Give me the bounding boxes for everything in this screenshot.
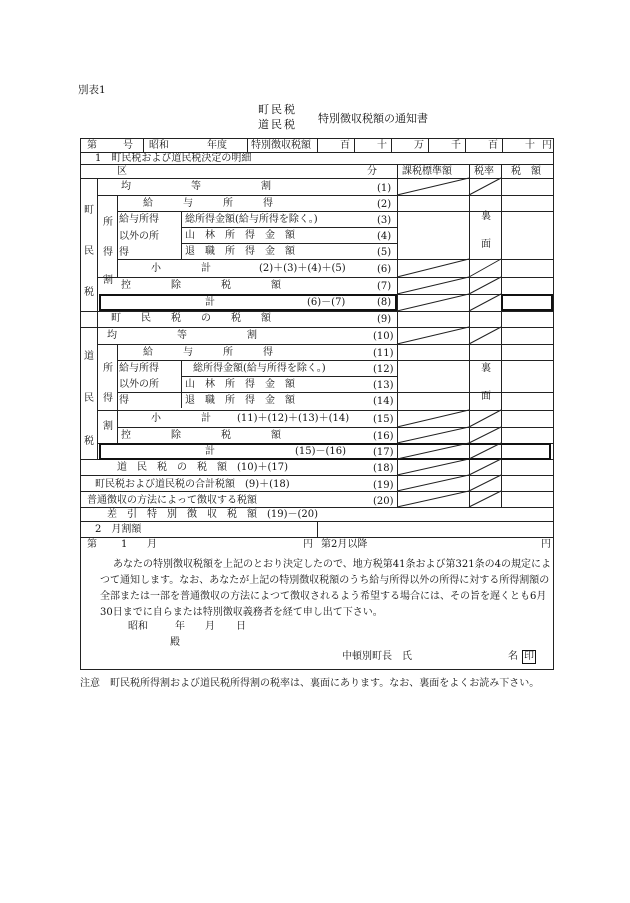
pref-sub-3: 割 bbox=[103, 421, 113, 432]
date-hi: 日 bbox=[236, 621, 246, 632]
summary-row-20: 普通徴収の方法によって徴収する税額 bbox=[87, 495, 257, 506]
pref-kei-label: 計 bbox=[205, 446, 215, 457]
unit-ju-man: 十 bbox=[377, 140, 387, 151]
town-kinto-label: 均 等 割 bbox=[121, 181, 271, 192]
town-other-1: 給与所得 bbox=[119, 214, 159, 225]
pref-num-14: (14) bbox=[373, 396, 394, 407]
cert-dai: 第 bbox=[87, 140, 97, 151]
town-num-1: (1) bbox=[377, 183, 392, 194]
town-num-6: (6) bbox=[377, 264, 392, 275]
date-tsuki: 月 bbox=[205, 621, 215, 632]
town-kojo-label: 控 除 税 額 bbox=[121, 280, 281, 291]
summary-num-19: (19) bbox=[373, 480, 394, 491]
unit-ju: 十 bbox=[525, 140, 535, 151]
pref-num-12: (12) bbox=[373, 364, 394, 375]
unit-yen: 円 bbox=[542, 140, 552, 151]
unit-sen: 千 bbox=[451, 140, 461, 151]
date-nen: 年 bbox=[175, 621, 185, 632]
pref-num-13: (13) bbox=[373, 380, 394, 391]
pref-shokei-label: 小 計 bbox=[151, 413, 211, 424]
town-sub-3: 割 bbox=[103, 275, 113, 286]
pref-group-3: 税 bbox=[84, 436, 94, 447]
month-yen-1: 円 bbox=[303, 539, 313, 550]
town-shokei-label: 小 計 bbox=[151, 263, 211, 274]
pref-shokei-formula: (11)＋(12)＋(13)＋(14) bbox=[237, 413, 350, 424]
town-num-4: (4) bbox=[377, 231, 392, 242]
town-group-2: 民 bbox=[84, 246, 94, 257]
amount-label: 特別徴収税額 bbox=[251, 140, 311, 151]
title-town-tax: 町民税 bbox=[258, 103, 297, 116]
town-num-3: (3) bbox=[377, 215, 392, 226]
town-num-2: (2) bbox=[377, 199, 392, 210]
month-dai: 第 bbox=[87, 539, 97, 550]
unit-man: 万 bbox=[414, 140, 424, 151]
town-sanrin-label: 山 林 所 得 金 額 bbox=[185, 230, 295, 241]
month-from-2: 第2月以降 bbox=[321, 539, 368, 550]
unit-hyaku-man: 百 bbox=[340, 140, 350, 151]
header-rate: 税率 bbox=[474, 166, 494, 177]
pref-sogo-label: 総所得金額(給与所得を除く。) bbox=[193, 363, 326, 374]
pref-num-16: (16) bbox=[373, 431, 394, 442]
header-tax-amount: 税 額 bbox=[511, 166, 541, 177]
town-sogo-label: 総所得金額(給与所得を除く。) bbox=[185, 214, 318, 225]
pref-kei-formula: (15)－(16) bbox=[295, 446, 347, 457]
cert-showa: 昭和 bbox=[149, 140, 169, 151]
town-kyuyo-label: 給 与 所 得 bbox=[143, 198, 273, 209]
cert-go: 号 bbox=[123, 140, 133, 151]
cert-nendo: 年度 bbox=[207, 140, 227, 151]
seal-stamp: 印 bbox=[524, 651, 534, 662]
pref-num-15: (15) bbox=[373, 414, 394, 425]
summary-num-20: (20) bbox=[373, 496, 394, 507]
town-num-9: (9) bbox=[377, 314, 392, 325]
pref-num-10: (10) bbox=[373, 331, 394, 342]
pref-kyuyo-label: 給 与 所 得 bbox=[143, 347, 273, 358]
pref-kojo-label: 控 除 税 額 bbox=[121, 430, 281, 441]
pref-num-11: (11) bbox=[373, 348, 394, 359]
pref-other-2: 以外の所 bbox=[119, 379, 159, 390]
pref-total-label: 道 民 税 の 税 額 (10)＋(17) bbox=[117, 462, 289, 473]
town-kei-formula: (6)－(7) bbox=[307, 297, 346, 308]
month-one: 1 bbox=[121, 539, 128, 550]
title-pref-tax: 道民税 bbox=[258, 118, 297, 131]
unit-hyaku: 百 bbox=[488, 140, 498, 151]
pref-sub-1: 所 bbox=[103, 363, 113, 374]
rate-back-1: 裏 bbox=[481, 211, 491, 222]
month-yen-2: 円 bbox=[541, 539, 551, 550]
town-num-7: (7) bbox=[377, 281, 392, 292]
rate-back-4: 面 bbox=[481, 391, 491, 402]
date-showa: 昭和 bbox=[128, 621, 148, 632]
town-total-label: 町 民 税 の 税 額 bbox=[111, 313, 271, 324]
pref-sanrin-label: 山 林 所 得 金 額 bbox=[185, 379, 295, 390]
pref-other-1: 給与所得 bbox=[119, 363, 159, 374]
pref-taishoku-label: 退 職 所 得 金 額 bbox=[185, 395, 295, 406]
pref-group-1: 道 bbox=[84, 351, 94, 362]
footnote: 注意 町民税所得割および道民税所得割の税率は、裏面にあります。なお、裏面をよくお読み下さい。 bbox=[80, 678, 540, 689]
notice-paragraph: あなたの特別徴収税額を上記のとおり決定したので、地方税第41条および第321条の4の規定によつて通知します。なお、あなたが上記の特別徴収税額のうち給与所得以外の所得に対する所得割額の全部または一部を普通徴収の方法によつて徴収されるよう希望する場合には、その旨を遅くとも6月30日までに自らまたは特別徴収義務者を経て申し出て下さい。 bbox=[100, 559, 551, 618]
month-tsuki: 月 bbox=[147, 539, 157, 550]
town-group-3: 税 bbox=[84, 287, 94, 298]
town-num-5: (5) bbox=[377, 247, 392, 258]
town-num-8: (8) bbox=[377, 297, 392, 308]
town-sub-2: 得 bbox=[103, 247, 113, 258]
rate-back-2: 面 bbox=[481, 239, 491, 250]
header-kubun-2: 分 bbox=[367, 166, 377, 177]
town-other-2: 以外の所 bbox=[119, 231, 159, 242]
pref-num-18: (18) bbox=[373, 463, 394, 474]
pref-other-3: 得 bbox=[119, 395, 129, 406]
section2-title: 2 月割額 bbox=[95, 524, 142, 535]
header-base-amount: 課税標準額 bbox=[402, 166, 452, 177]
rate-back-3: 裏 bbox=[481, 363, 491, 374]
document-label: 別表1 bbox=[78, 84, 106, 96]
town-kei-label: 計 bbox=[205, 297, 215, 308]
addressee-dono: 殿 bbox=[170, 637, 180, 648]
title-tax-types bbox=[258, 102, 297, 132]
pref-num-17: (17) bbox=[373, 447, 394, 458]
town-other-3: 得 bbox=[119, 247, 129, 258]
town-taishoku-label: 退 職 所 得 金 額 bbox=[185, 246, 295, 257]
town-sub-1: 所 bbox=[103, 217, 113, 228]
summary-row-19: 町民税および道民税の合計税額 (9)＋(18) bbox=[95, 479, 290, 490]
pref-group-2: 民 bbox=[84, 393, 94, 404]
town-shokei-formula: (2)＋(3)＋(4)＋(5) bbox=[259, 263, 346, 274]
mayor-mei: 名 bbox=[508, 651, 518, 662]
town-group-1: 町 bbox=[84, 205, 94, 216]
pref-sub-2: 得 bbox=[103, 393, 113, 404]
summary-row-21: 差 引 特 別 徴 収 税 額 (19)－(20) bbox=[107, 509, 319, 520]
pref-kinto-label: 均 等 割 bbox=[107, 330, 257, 341]
section1-title: 1 町民税および道民税決定の明細 bbox=[95, 153, 252, 164]
page-title: 特別徴収税額の通知書 bbox=[318, 112, 428, 125]
header-kubun-1: 区 bbox=[117, 166, 127, 177]
mayor-name: 中頓別町長 氏 bbox=[342, 651, 412, 662]
